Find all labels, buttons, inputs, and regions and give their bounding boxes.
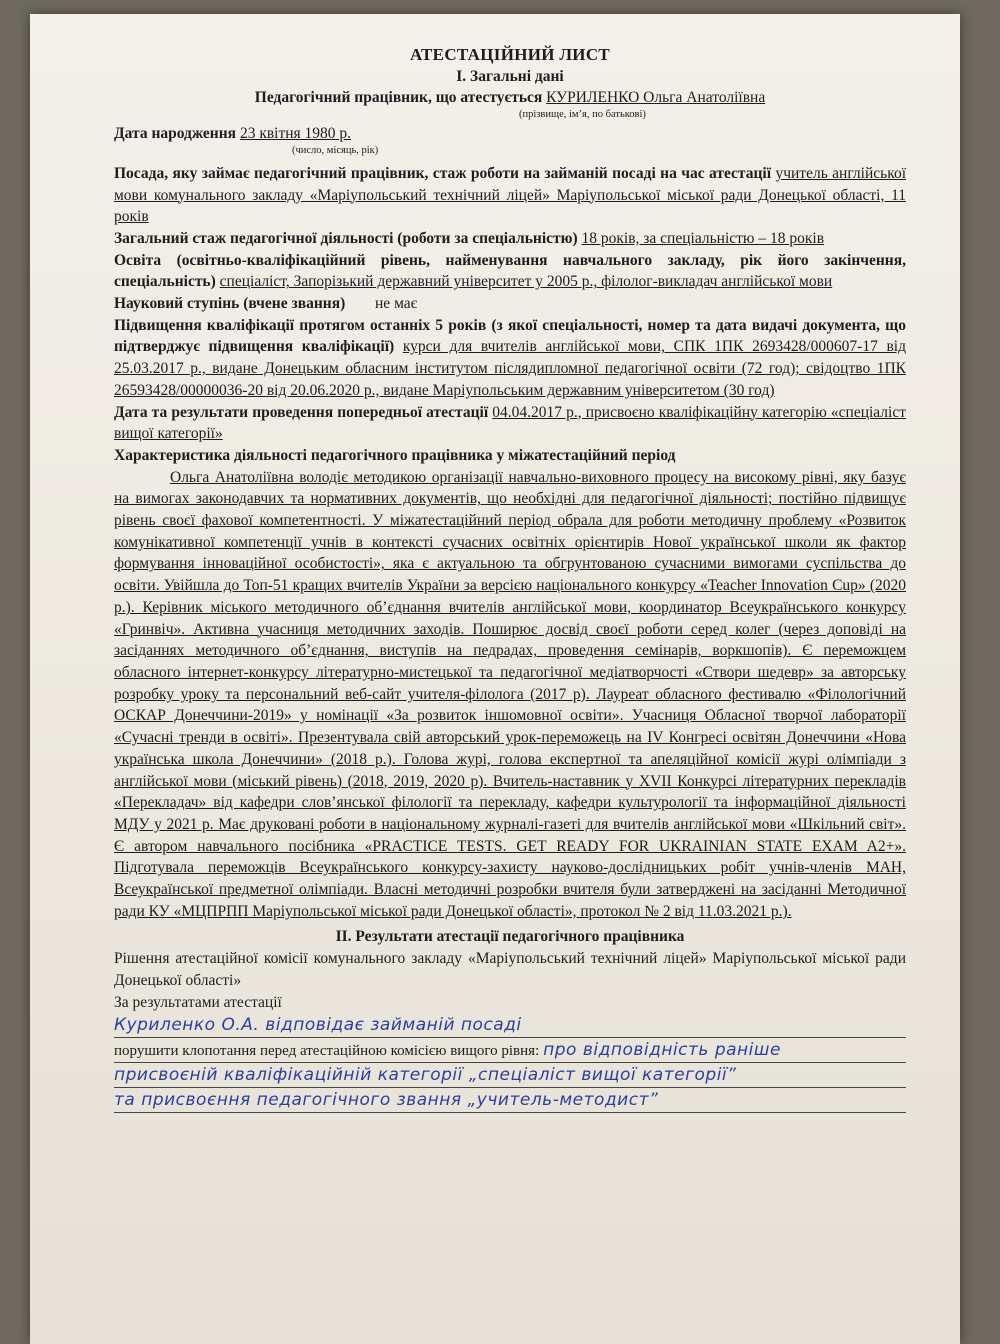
- worker-line: [114, 87, 906, 109]
- dob-line: [114, 123, 906, 145]
- handwritten-line-3: присвоєній кваліфікаційній категорії „спеціаліст вищої категорії”: [114, 1063, 906, 1088]
- characteristic-heading: Характеристика діяльності педагогічного працівника у міжатестаційний період: [114, 446, 676, 464]
- qualification-label: Підвищення кваліфікації протягом останніх 5 років (з якої спеціальності, номер та дата видачі документа, що підтверджує підвищення кваліфікації): [114, 316, 906, 356]
- document-sheet: [30, 14, 960, 1344]
- education-value: спеціаліст, Запорізький державний університет у 2005 р., філолог-викладач англійської мови: [219, 273, 833, 291]
- section-1-heading: І. Загальні дані: [456, 67, 564, 85]
- position-block: [114, 163, 906, 228]
- degree-label: Науковий ступінь (вчене звання): [114, 295, 346, 313]
- degree-line: [114, 293, 906, 315]
- qualification-value: курси для вчителів англійської мови, СПК 1ПК 2693428/000607-17 від 25.03.2017 р., видане Донецьким обласним інститутом післядипломної педагогічної освіти (72 год); свідоцтво 1ПК 26593428/00000036-20 від 20.06.2020 р., видане Маріупольським державним університетом (30 год): [114, 338, 907, 399]
- dob-hint: (число, місяць, рік): [292, 144, 379, 156]
- previous-attestation-block: [114, 402, 906, 445]
- worker-hint: (прізвище, ім’я, по батькові): [519, 109, 646, 121]
- education-block: [114, 250, 906, 293]
- degree-value: не має: [375, 295, 418, 313]
- stazh-value: 18 років, за спеціальністю – 18 років: [581, 229, 825, 247]
- position-value: учитель англійської мови комунального закладу «Маріупольський технічний ліцей» Маріупольської міської ради Донецької області, 11 років: [114, 164, 907, 226]
- stazh-label: Загальний стаж педагогічної діяльності (роботи за спеціальністю): [114, 229, 578, 247]
- decision-text: Рішення атестаційної комісії комунального закладу «Маріупольський технічний ліцей» Маріупольської міської ради Донецької області»: [114, 950, 906, 989]
- results-label: За результатами атестації: [114, 993, 282, 1011]
- handwritten-line-4: та присвоєння педагогічного звання „учитель-методист”: [114, 1088, 906, 1113]
- previous-attestation-value: 04.04.2017 р., присвоєно кваліфікаційну категорію «спеціаліст вищої категорії»: [114, 403, 907, 443]
- education-label: Освіта (освітньо-кваліфікаційний рівень, найменування навчального закладу, рік його закінчення, спеціальність): [114, 251, 906, 291]
- characteristic-text: Ольга Анатоліївна володіє методикою організації навчально-виховного процесу на високому рівні, яку базує на вимогах законодавчих та нормативних документів, що необхідні для педагогічної діяльності; постійно підвищує рівень своєї фахової компетентності. У міжатестаційний період обрала для роботи методичну проблему «Розвиток комунікативної компетенції учнів в контексті сучасних освітніх орієнтирів Нової української школи як фактор формування інноваційної особистості», яка є актуальною та обгрунтованою сучасними вимогами суспільства до освіти. Увійшла до Топ-51 кращих вчителів України за версією національного конкурсу «Teacher Innovation Cup» (2020 р.). Керівник міського методичного об’єднання вчителів англійської мови, координатор Всеукраїнського конкурсу «Гринвіч». Активна учасниця методичних заходів. Поширює досвід своєї роботи серед колег (через доповіді на засіданнях методичного об’єднання, виступів на педрадах, проведення семінарів, воркшопів). Є переможцем обласного інтернет-конкурсу літературно-мистецької та педагогічної медіатворчості «Створи шедевр» за авторську розробку уроку та персональний веб-сайт учителя-філолога (2017 р). Лауреат обласного фестивалю «Філологічний ОСКАР Донеччини-2019» у номінації «За розвиток іншомовної освіти». Учасниця Обласної творчої лабораторії «Сучасні тренди в освіті». Презентувала свій авторський урок-переможець на IV Конгресі освітян Донеччини «Нова українська школа Донеччини» (2018 р.). Голова журі, голова експертної та апеляційної комісії журі олімпіади з англійської мови (міський рівень) (2018, 2019, 2020 р). Вчитель-наставник у XVII Конкурсі літературних перекладів «Перекладач» від кафедри слов’янської філології та перекладу, кафедри культурології та інформаційної діяльності МДУ у 2021 р. Має друковані роботи в національному журналі-газеті для вчителів англійської мови «Шкільний світ». Є автором навчального посібника «PRACTICE TESTS. GET READY FOR UKRAINIAN STATE EXAM A2+». Підготувала переможців Всеукраїнського конкурсу-захисту науково-дослідницьких робіт учнів-членів МАН, Всеукраїнської предметної олімпіади. Власні методичні розробки вчителя були затверджені на засіданні Методичної ради КУ «МЦПРПП Маріупольської міської ради Донецької області», протокол № 2 від 11.03.2021 р.).: [114, 468, 906, 920]
- petition-label: порушити клопотання перед атестаційною комісією вищого рівня:: [114, 1043, 540, 1060]
- worker-label: Педагогічний працівник, що атестується: [254, 89, 543, 107]
- dob-label: Дата народження: [114, 125, 237, 143]
- document-title: АТЕСТАЦІЙНИЙ ЛИСТ: [409, 45, 611, 64]
- stazh-block: [114, 228, 906, 250]
- qualification-block: [114, 315, 906, 402]
- section-2-heading: ІІ. Результати атестації педагогічного працівника: [335, 928, 685, 946]
- position-label: Посада, яку займає педагогічний працівник, стаж роботи на займаній посаді на час атестації: [114, 164, 772, 182]
- document-content: [114, 44, 906, 1113]
- dob-value: 23 квітня 1980 р.: [239, 125, 352, 143]
- handwritten-line-1: Куриленко О.А. відповідає займаній посаді: [114, 1013, 906, 1038]
- previous-attestation-label: Дата та результати проведення попередньої атестації: [114, 403, 489, 421]
- petition-line: [114, 1038, 906, 1063]
- handwritten-line-2: про відповідність раніше: [543, 1040, 781, 1061]
- worker-name: КУРИЛЕНКО Ольга Анатоліївна: [546, 89, 766, 107]
